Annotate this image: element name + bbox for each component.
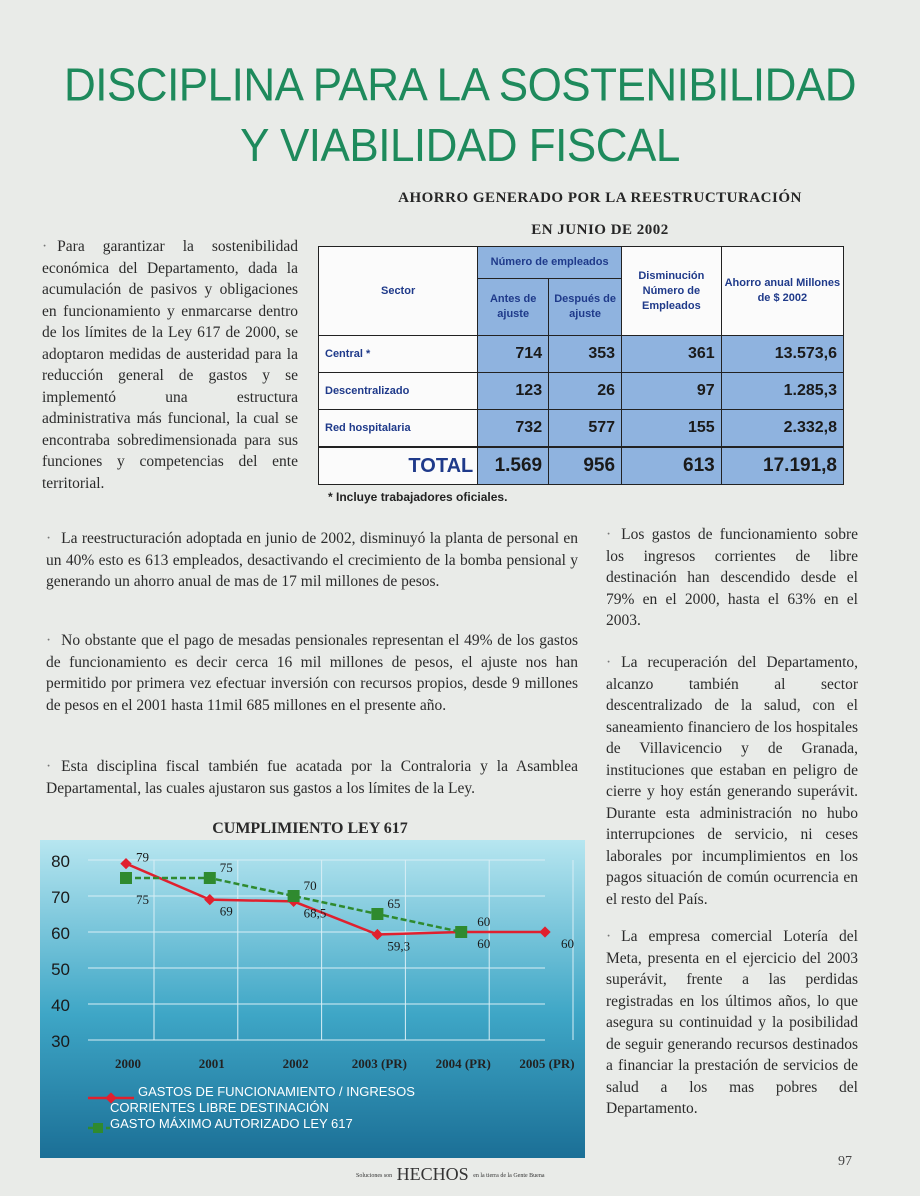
table-title-line-2: EN JUNIO DE 2002 xyxy=(531,222,669,238)
data-label: 75 xyxy=(219,860,233,875)
row-before: 123 xyxy=(478,373,549,410)
footer-prefix: Soluciones son xyxy=(356,1172,393,1179)
paragraph-discipline: · Esta disciplina fiscal también fue acatada por la Contraloria y la Asamblea Departamental, las cuales ajustaron sus gastos a los límites de la Ley. xyxy=(46,758,578,797)
header-before: Antes de ajuste xyxy=(478,279,549,336)
data-label: 65 xyxy=(387,896,401,911)
y-tick-label: 60 xyxy=(51,924,70,943)
total-decrease: 613 xyxy=(622,447,722,485)
row-before: 714 xyxy=(478,336,549,373)
x-tick-label: 2002 xyxy=(282,1056,309,1071)
y-tick-label: 40 xyxy=(51,996,70,1015)
header-after: Después de ajuste xyxy=(549,279,622,336)
total-after: 956 xyxy=(549,447,622,485)
compliance-line-chart xyxy=(40,840,585,1158)
data-label: 60 xyxy=(477,936,491,951)
footer-brand xyxy=(356,1164,544,1185)
savings-table xyxy=(318,246,844,485)
header-decrease: Disminución Número de Empleados xyxy=(622,247,722,336)
row-after: 577 xyxy=(549,410,622,448)
row-sector: Descentralizado xyxy=(319,373,478,410)
y-tick-label: 50 xyxy=(51,960,70,979)
x-tick-label: 2003 (PR) xyxy=(351,1056,408,1071)
footer-suffix: en la tierra de la Gente Buena xyxy=(473,1172,545,1179)
table-row xyxy=(319,336,844,373)
data-label: 60 xyxy=(477,914,491,929)
total-before: 1.569 xyxy=(478,447,549,485)
x-tick-label: 2000 xyxy=(115,1056,141,1071)
paragraph-pensions: · No obstante que el pago de mesadas pensionales representan el 49% de los gastos de funcionamiento es decir cerca 16 mil millones de pesos, el ajuste nos han permitido por primera vez efectuar inversión con recursos propios, desde 9 millones de pesos en el 2001 hasta 11mil 685 millones en el presente año. xyxy=(46,632,578,714)
y-tick-label: 80 xyxy=(51,852,70,871)
paragraph-intro-text: Para garantizar la sostenibilidad económica del Departamento, dada la acumulación de pasivos y obligaciones en funcionamiento y enmarcarse dentro de los límites de la Ley 617 de 2000, se adoptaron medidas de austeridad para la reducción general de gastos y se implementó una estructura administrativa más funcional, la cual se encontraba sobredimensionada para sus funciones y competencias del ente territorial. xyxy=(42,238,298,492)
x-tick-label: 2001 xyxy=(198,1056,225,1071)
legend-label-line-1: GASTOS DE FUNCIONAMIENTO / INGRESOS xyxy=(138,1084,415,1099)
paragraph-intro: · Para garantizar la sostenibilidad económica del Departamento, dada la acumulación de pasivos y obligaciones en funcionamiento y enmarcarse dentro de los límites de la Ley 617 de 2000, se adoptaron medidas de austeridad para la reducción general de gastos y se implementó una estructura administrativa más funcional, la cual se encontraba sobredimensionada para sus funciones y competencias del ente territorial. xyxy=(42,238,298,492)
table-title-line-1: AHORRO GENERADO POR LA REESTRUCTURACIÓN xyxy=(398,190,802,206)
legend-label: GASTO MÁXIMO AUTORIZADO LEY 617 xyxy=(110,1116,353,1131)
header-savings: Ahorro anual Millones de $ 2002 xyxy=(721,247,843,336)
total-savings: 17.191,8 xyxy=(721,447,843,485)
title-line-2: Y VIABILIDAD FISCAL xyxy=(240,120,680,172)
data-point xyxy=(204,872,216,884)
data-label: 68,5 xyxy=(303,905,327,921)
legend-label-line-2: CORRIENTES LIBRE DESTINACIÓN xyxy=(110,1100,329,1115)
table-row xyxy=(319,373,844,410)
row-savings: 13.573,6 xyxy=(721,336,843,373)
row-savings: 2.332,8 xyxy=(721,410,843,448)
table-footnote: * Incluye trabajadores oficiales. xyxy=(328,490,508,504)
row-savings: 1.285,3 xyxy=(721,373,843,410)
paragraph-recovery: · La recuperación del Departamento, alcanzo también al sector descentralizado de la salud, con el saneamiento financiero de los hospitales de Villavicencio y de Granada, instituciones que estaban en peligro de cierre y hoy están generando superávit. Durante esta administración no hubo interrupciones de servicio, ni ceses laborales por incumplimientos en los pagos situación de común ocurrencia en el resto del País. xyxy=(606,654,858,908)
data-point xyxy=(288,890,300,902)
y-tick-label: 70 xyxy=(51,888,70,907)
total-label: TOTAL xyxy=(319,447,478,485)
page-title xyxy=(40,55,880,177)
data-label: 69 xyxy=(219,903,233,919)
row-decrease: 361 xyxy=(622,336,722,373)
paragraph-lottery-text: La empresa comercial Lotería del Meta, presenta en el ejercicio del 2003 superávit, frente a las perdidas registradas en los últimos años, lo que asegura su continuidad y la posibilidad de seguir generando recursos destinados a financiar la prestación de servicios de salud a los mas pobres del Departamento. xyxy=(606,928,858,1117)
table-row xyxy=(319,410,844,448)
paragraph-discipline-text: Esta disciplina fiscal también fue acatada por la Contraloria y la Asamblea Departamental, las cuales ajustaron sus gastos a los límites de la Ley. xyxy=(46,758,578,797)
paragraph-operating-costs-text: Los gastos de funcionamiento sobre los ingresos corrientes de libre destinación han descendido desde el 79% en el 2000, hasta el 63% en el 2003. xyxy=(606,526,858,629)
row-after: 26 xyxy=(549,373,622,410)
footer-brand-name: HECHOS xyxy=(396,1164,469,1184)
header-sector: Sector xyxy=(319,247,478,336)
row-decrease: 97 xyxy=(622,373,722,410)
data-label: 70 xyxy=(303,878,317,893)
data-label: 59,3 xyxy=(387,938,411,954)
x-tick-label: 2005 (PR) xyxy=(519,1056,575,1071)
x-tick-label: 2004 (PR) xyxy=(435,1056,491,1071)
data-point xyxy=(120,872,132,884)
row-decrease: 155 xyxy=(622,410,722,448)
paragraph-restructuring: · La reestructuración adoptada en junio de 2002, disminuyó la planta de personal en un 40% esto es 613 empleados, desactivando el crecimiento de la bomba pensional y generando un ahorro anual de mas de 17 mil millones de pesos. xyxy=(46,530,578,590)
data-point xyxy=(455,926,467,938)
data-label: 60 xyxy=(561,936,574,951)
y-tick-label: 30 xyxy=(51,1032,70,1051)
page-number: 97 xyxy=(838,1154,852,1169)
row-after: 353 xyxy=(549,336,622,373)
data-label: 79 xyxy=(136,849,149,865)
title-line-1: DISCIPLINA PARA LA SOSTENIBILIDAD xyxy=(63,59,857,111)
row-before: 732 xyxy=(478,410,549,448)
table-total-row xyxy=(319,447,844,485)
header-employees: Número de empleados xyxy=(478,247,622,279)
paragraph-recovery-text: La recuperación del Departamento, alcanzo también al sector descentralizado de la salud, con el saneamiento financiero de los hospitales de Villavicencio y de Granada, instituciones que estaban en peligro de cierre y hoy están generando superávit. Durante esta administración no hubo interrupciones de servicio, ni ceses laborales por incumplimientos en los pagos situación de común ocurrencia en el resto del País. xyxy=(606,654,858,908)
row-sector: Red hospitalaria xyxy=(319,410,478,448)
paragraph-pensions-text: No obstante que el pago de mesadas pensionales representan el 49% de los gastos de funcionamiento es decir cerca 16 mil millones de pesos, el ajuste nos han permitido por primera vez efectuar inversión con recursos propios, desde 9 millones de pesos en el 2001 hasta 11mil 685 millones en el presente año. xyxy=(46,632,578,714)
row-sector: Central * xyxy=(319,336,478,373)
paragraph-restructuring-text: La reestructuración adoptada en junio de 2002, disminuyó la planta de personal en un 40% esto es 613 empleados, desactivando el crecimiento de la bomba pensional y generando un ahorro anual de mas de 17 mil millones de pesos. xyxy=(46,530,578,590)
paragraph-operating-costs: · Los gastos de funcionamiento sobre los ingresos corrientes de libre destinación han descendido desde el 79% en el 2000, hasta el 63% en el 2003. xyxy=(606,526,858,629)
data-point xyxy=(371,908,383,920)
paragraph-lottery: · La empresa comercial Lotería del Meta, presenta en el ejercicio del 2003 superávit, frente a las perdidas registradas en los últimos años, lo que asegura su continuidad y la posibilidad de seguir generando recursos destinados a financiar la prestación de servicios de salud a los mas pobres del Departamento. xyxy=(606,928,858,1117)
chart-title: CUMPLIMIENTO LEY 617 xyxy=(212,820,408,837)
legend-marker xyxy=(93,1123,103,1133)
data-label: 75 xyxy=(136,892,149,907)
